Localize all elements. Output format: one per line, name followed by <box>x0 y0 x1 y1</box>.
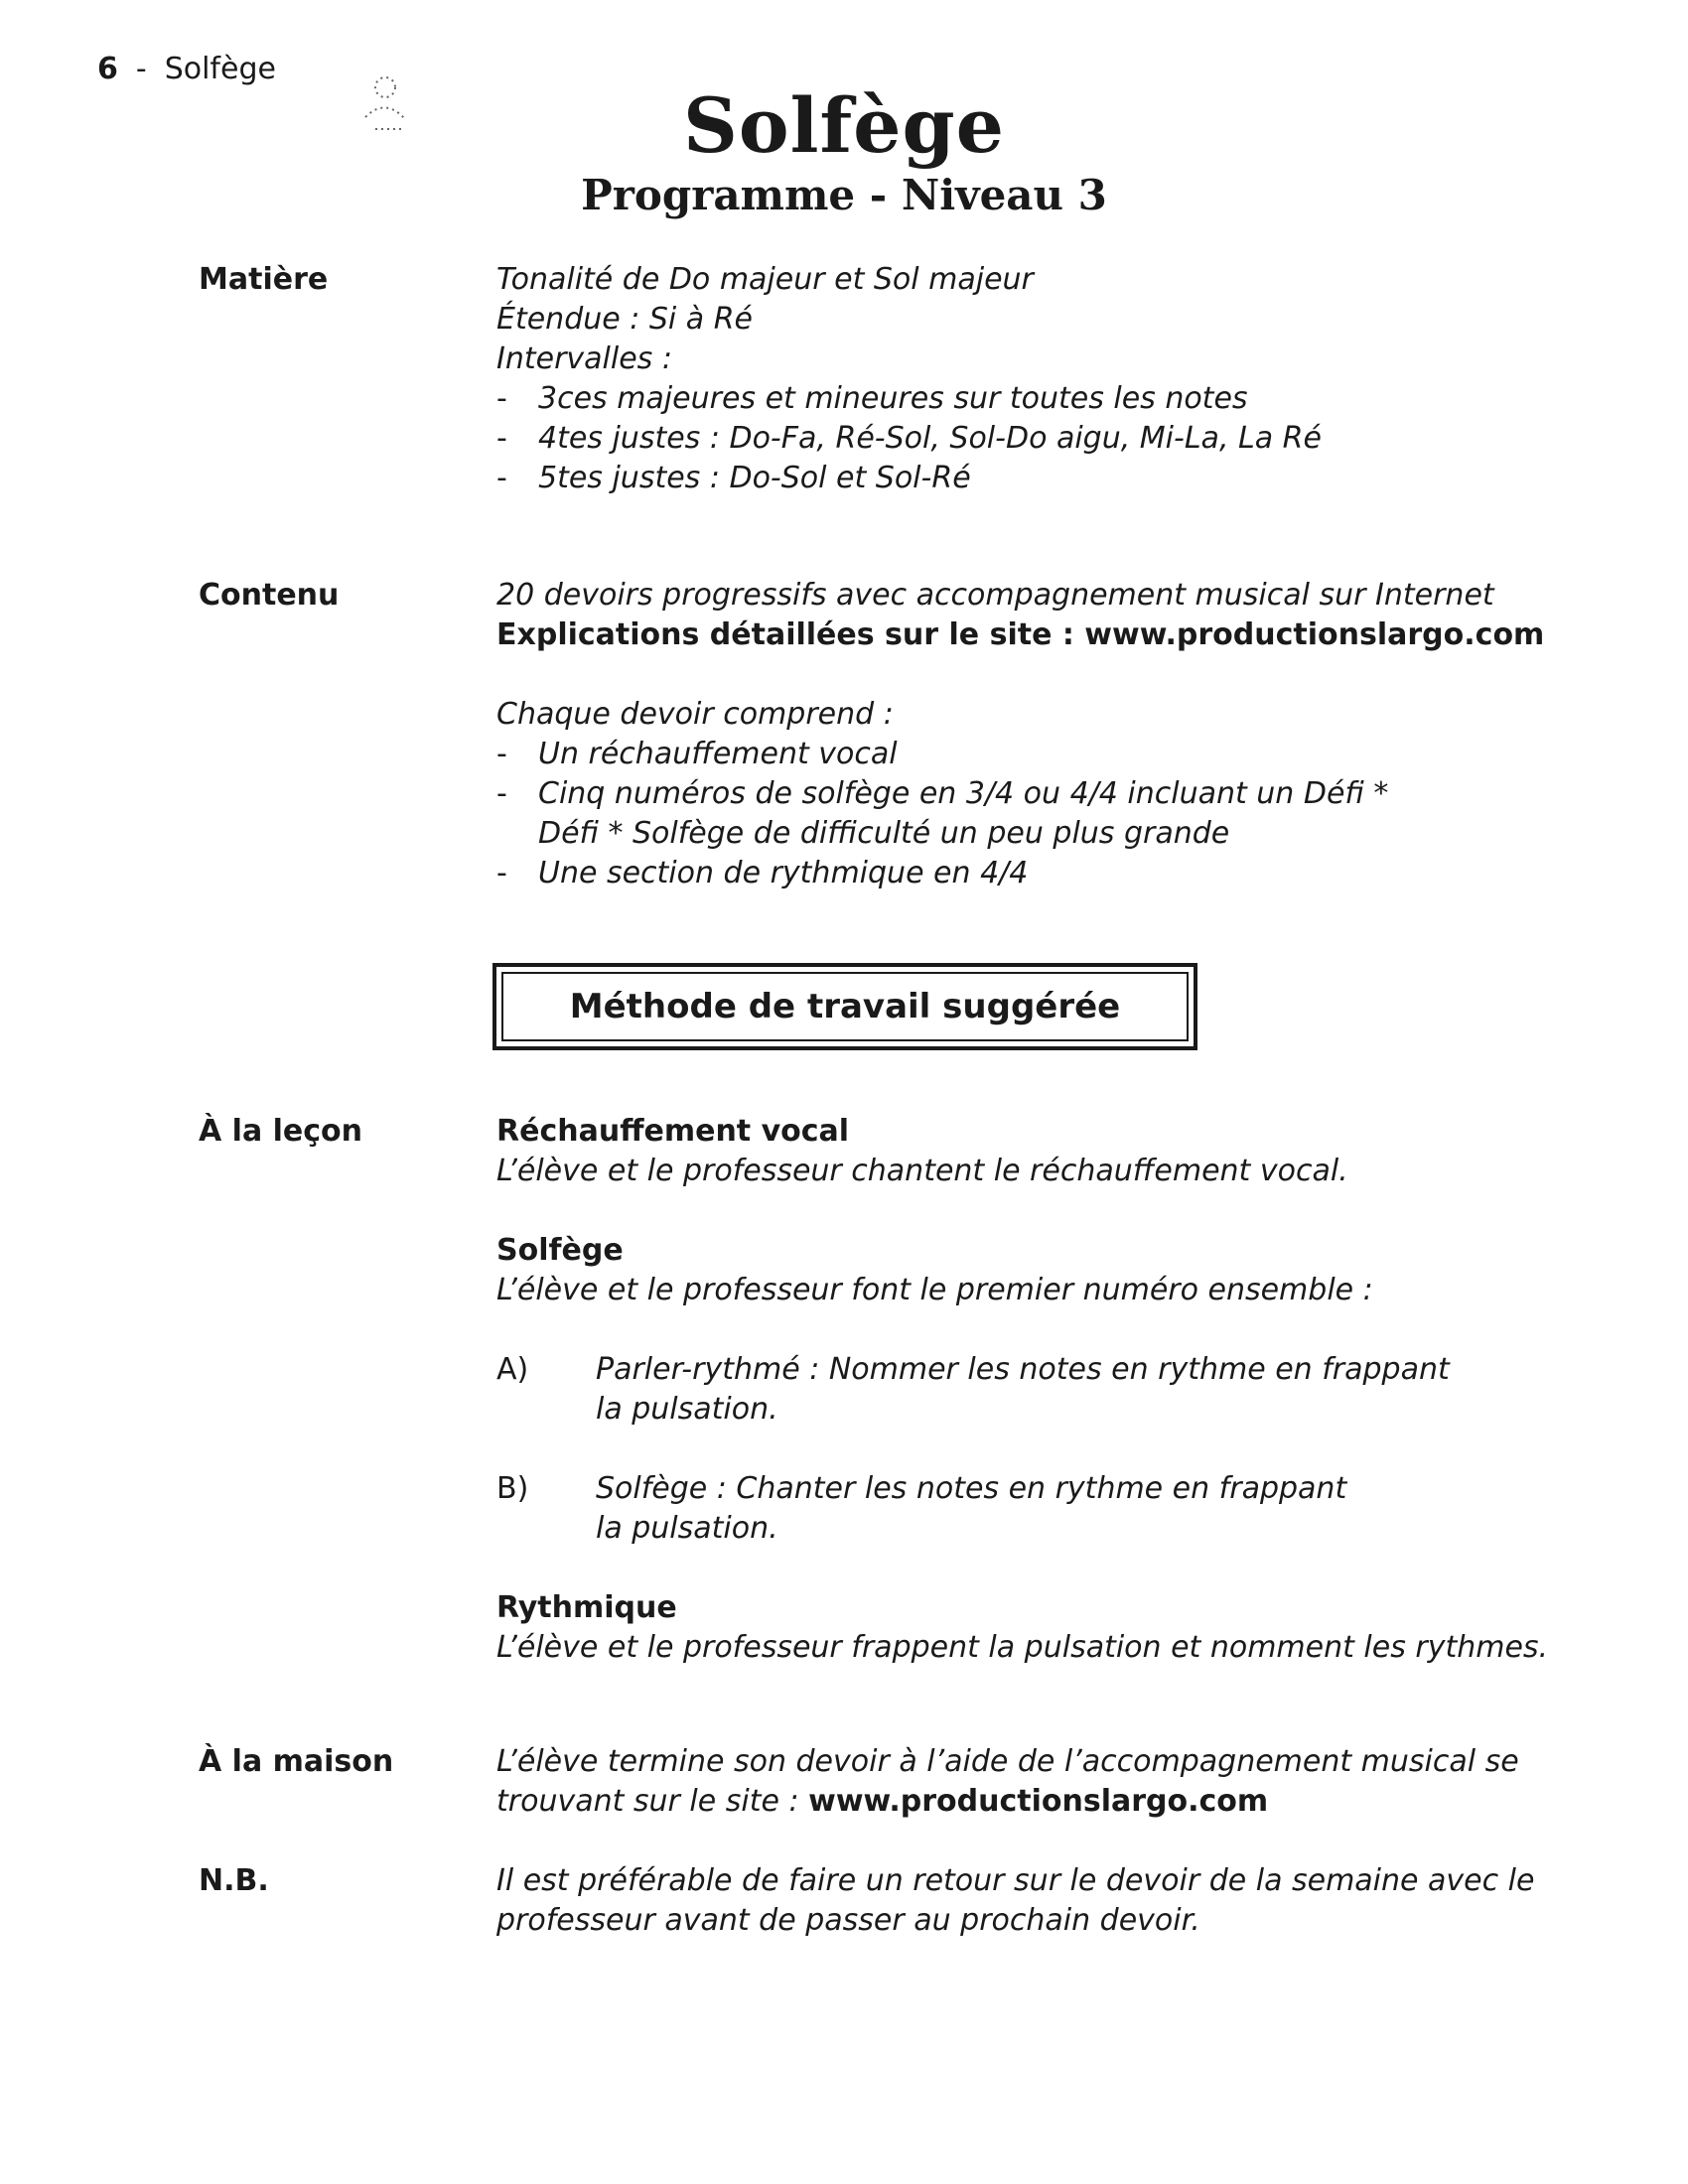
rythmique-text: L’élève et le professeur frappent la pulsation et nomment les rythmes. <box>496 1630 1549 1665</box>
lecon-label: À la leçon <box>199 1114 363 1149</box>
running-title: Solfège <box>164 52 276 86</box>
step-letter: B) <box>496 1471 529 1506</box>
contenu-comprend: Chaque devoir comprend : <box>496 697 894 732</box>
nb-content: Il est préférable de faire un retour sur le devoir de la semaine avec le professeur avant de passer au prochain devoir. <box>496 1863 1535 1938</box>
matiere-content <box>496 260 1609 498</box>
page-number: 6 <box>97 52 118 86</box>
contenu-intro: 20 devoirs progressifs avec accompagnement musical sur Internet <box>496 578 1494 613</box>
list-item: - Cinq numéros de solfège en 3/4 ou 4/4 incluant un Défi * <box>496 776 1389 811</box>
matiere-line: Intervalles : <box>496 341 672 376</box>
site-url: www.productionslargo.com <box>808 1784 1269 1819</box>
methode-heading: Méthode de travail suggérée <box>501 972 1189 1041</box>
rechauffement-text: L’élève et le professeur chantent le réchauffement vocal. <box>496 1154 1348 1188</box>
list-item: - 3ces majeures et mineures sur toutes les notes <box>496 381 1248 416</box>
step-item: B) Solfège : Chanter les notes en rythme en frappant la pulsation. <box>496 1469 1609 1549</box>
defi-note: Défi * Solfège de difficulté un peu plus grande <box>538 816 1230 851</box>
header-separator: - <box>135 52 147 86</box>
step-item: A) Parler-rythmé : Nommer les notes en rythme en frappant la pulsation. <box>496 1350 1609 1430</box>
list-item: - 5tes justes : Do-Sol et Sol-Ré <box>496 461 971 495</box>
matiere-line: Étendue : Si à Ré <box>496 302 754 337</box>
solfege-text: L’élève et le professeur font le premier numéro ensemble : <box>496 1273 1373 1307</box>
list-item: - Une section de rythmique en 4/4 <box>496 856 1029 890</box>
contenu-content <box>496 576 1609 893</box>
rythmique-heading: Rythmique <box>496 1590 677 1625</box>
methode-heading-box <box>492 963 1197 1050</box>
contenu-site-line: Explications détaillées sur le site : www.productionslargo.com <box>496 617 1545 652</box>
solfege-heading: Solfège <box>496 1233 624 1268</box>
rechauffement-heading: Réchauffement vocal <box>496 1114 850 1149</box>
nb-label: N.B. <box>199 1863 269 1898</box>
page-title: Solfège <box>683 81 1005 170</box>
matiere-line: Tonalité de Do majeur et Sol majeur <box>496 262 1034 297</box>
page-subtitle: Programme - Niveau 3 <box>581 171 1107 219</box>
contenu-label: Contenu <box>199 578 340 613</box>
maison-content: L’élève termine son devoir à l’aide de l’accompagnement musical se trouvant sur le site : www.productionslargo.com <box>496 1744 1519 1819</box>
maison-label: À la maison <box>199 1744 394 1779</box>
matiere-label: Matière <box>199 262 329 297</box>
lecon-content <box>496 1112 1609 1668</box>
list-item: - 4tes justes : Do-Fa, Ré-Sol, Sol-Do aigu, Mi-La, La Ré <box>496 421 1322 456</box>
list-item: - Un réchauffement vocal <box>496 737 898 771</box>
step-letter: A) <box>496 1352 529 1387</box>
